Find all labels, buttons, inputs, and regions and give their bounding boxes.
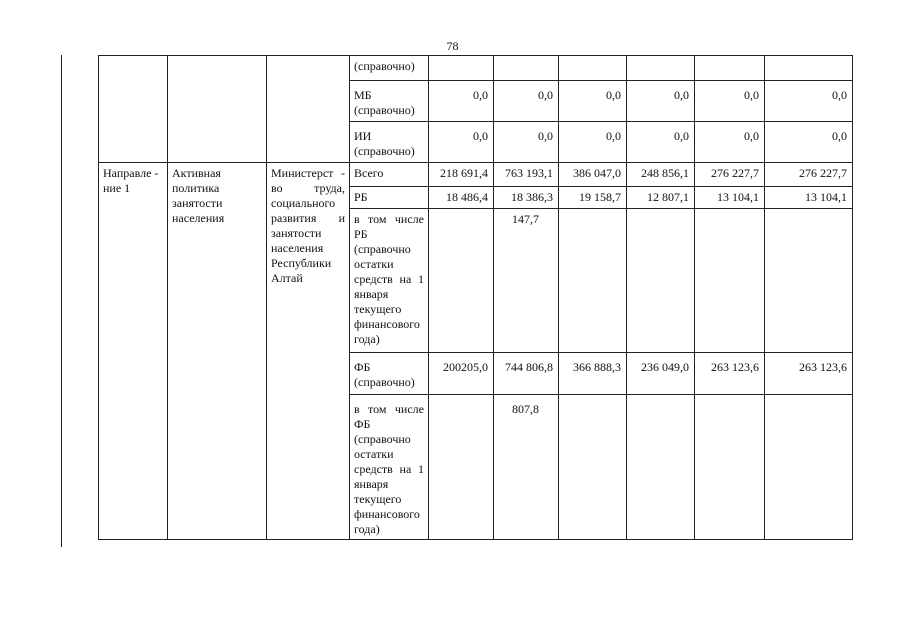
value-cell: 0,0 [695,122,765,163]
source-cell [350,395,429,540]
direction-code-cell: Направле - ние 1 [99,163,168,540]
value-cell: 0,0 [627,81,695,122]
source-line: текущего [354,492,402,506]
executor-line: развития и [271,211,345,225]
value-cell [429,56,494,81]
executor-line: во труда, [271,181,345,195]
source-line: РБ [354,227,368,241]
value-cell [494,56,559,81]
value-cell: 236 049,0 [627,353,695,395]
value-cell: 0,0 [429,122,494,163]
value-cell: 386 047,0 [559,163,627,187]
executor-line: социального [271,196,336,210]
value-cell: 0,0 [765,122,853,163]
source-line: средств на 1 [354,462,424,476]
value-cell [559,395,627,540]
value-cell: 0,0 [695,81,765,122]
value-cell: 18 486,4 [429,187,494,209]
value-cell: 248 856,1 [627,163,695,187]
source-line: финансового [354,317,420,331]
source-line: января [354,477,389,491]
value-cell: 0,0 [559,81,627,122]
source-cell: (справочно) [350,56,429,81]
source-line: января [354,287,389,301]
value-cell: 0,0 [429,81,494,122]
value-cell: 218 691,4 [429,163,494,187]
executor-line: Республики [271,256,332,270]
value-cell: 147,7 [494,209,559,353]
value-cell: 263 123,6 [765,353,853,395]
value-cell: 276 227,7 [765,163,853,187]
value-cell: 0,0 [494,122,559,163]
value-cell: 0,0 [765,81,853,122]
source-line: ФБ [354,417,371,431]
source-cell: МБ (справочно) [350,81,429,122]
source-line: года) [354,332,380,346]
value-cell [765,56,853,81]
value-cell: 763 193,1 [494,163,559,187]
executor-line: населения [271,241,324,255]
value-cell [765,395,853,540]
value-cell [429,395,494,540]
source-line: средств на 1 [354,272,424,286]
value-cell: 807,8 [494,395,559,540]
table-row [99,163,853,187]
executor-line: Алтай [271,271,303,285]
value-cell: 0,0 [559,122,627,163]
table-row [99,56,853,81]
value-cell: 0,0 [494,81,559,122]
value-cell: 19 158,7 [559,187,627,209]
value-cell [559,209,627,353]
value-cell [429,209,494,353]
source-line: года) [354,522,380,536]
source-line: в том числе [354,402,424,416]
source-cell: ФБ (справочно) [350,353,429,395]
value-cell [559,56,627,81]
value-cell: 0,0 [627,122,695,163]
value-cell [695,209,765,353]
value-cell: 276 227,7 [695,163,765,187]
value-cell: 12 807,1 [627,187,695,209]
code-cell [99,56,168,163]
value-cell: 263 123,6 [695,353,765,395]
source-line: текущего [354,302,402,316]
source-cell: РБ [350,187,429,209]
name-cell [168,56,267,163]
source-line: (справочно [354,242,411,256]
left-border-line [61,55,62,547]
value-cell: 13 104,1 [765,187,853,209]
value-cell [765,209,853,353]
value-cell [695,56,765,81]
page-number: 78 [446,39,459,53]
source-line: в том числе [354,212,424,226]
value-cell: 366 888,3 [559,353,627,395]
source-line: (справочно [354,432,411,446]
value-cell: 744 806,8 [494,353,559,395]
source-cell: ИИ (справочно) [350,122,429,163]
value-cell: 13 104,1 [695,187,765,209]
value-cell: 18 386,3 [494,187,559,209]
executor-cell [267,163,350,540]
source-line: остатки [354,447,394,461]
source-cell [350,209,429,353]
budget-table [98,55,853,540]
source-line: остатки [354,257,394,271]
value-cell [695,395,765,540]
executor-cell [267,56,350,163]
value-cell [627,209,695,353]
direction-name-cell: Активная политика занятости населения [168,163,267,540]
value-cell: 200205,0 [429,353,494,395]
value-cell [627,395,695,540]
source-line: финансового [354,507,420,521]
executor-line: Министерст - [271,166,345,180]
value-cell [627,56,695,81]
executor-line: занятости [271,226,322,240]
source-cell: Всего [350,163,429,187]
